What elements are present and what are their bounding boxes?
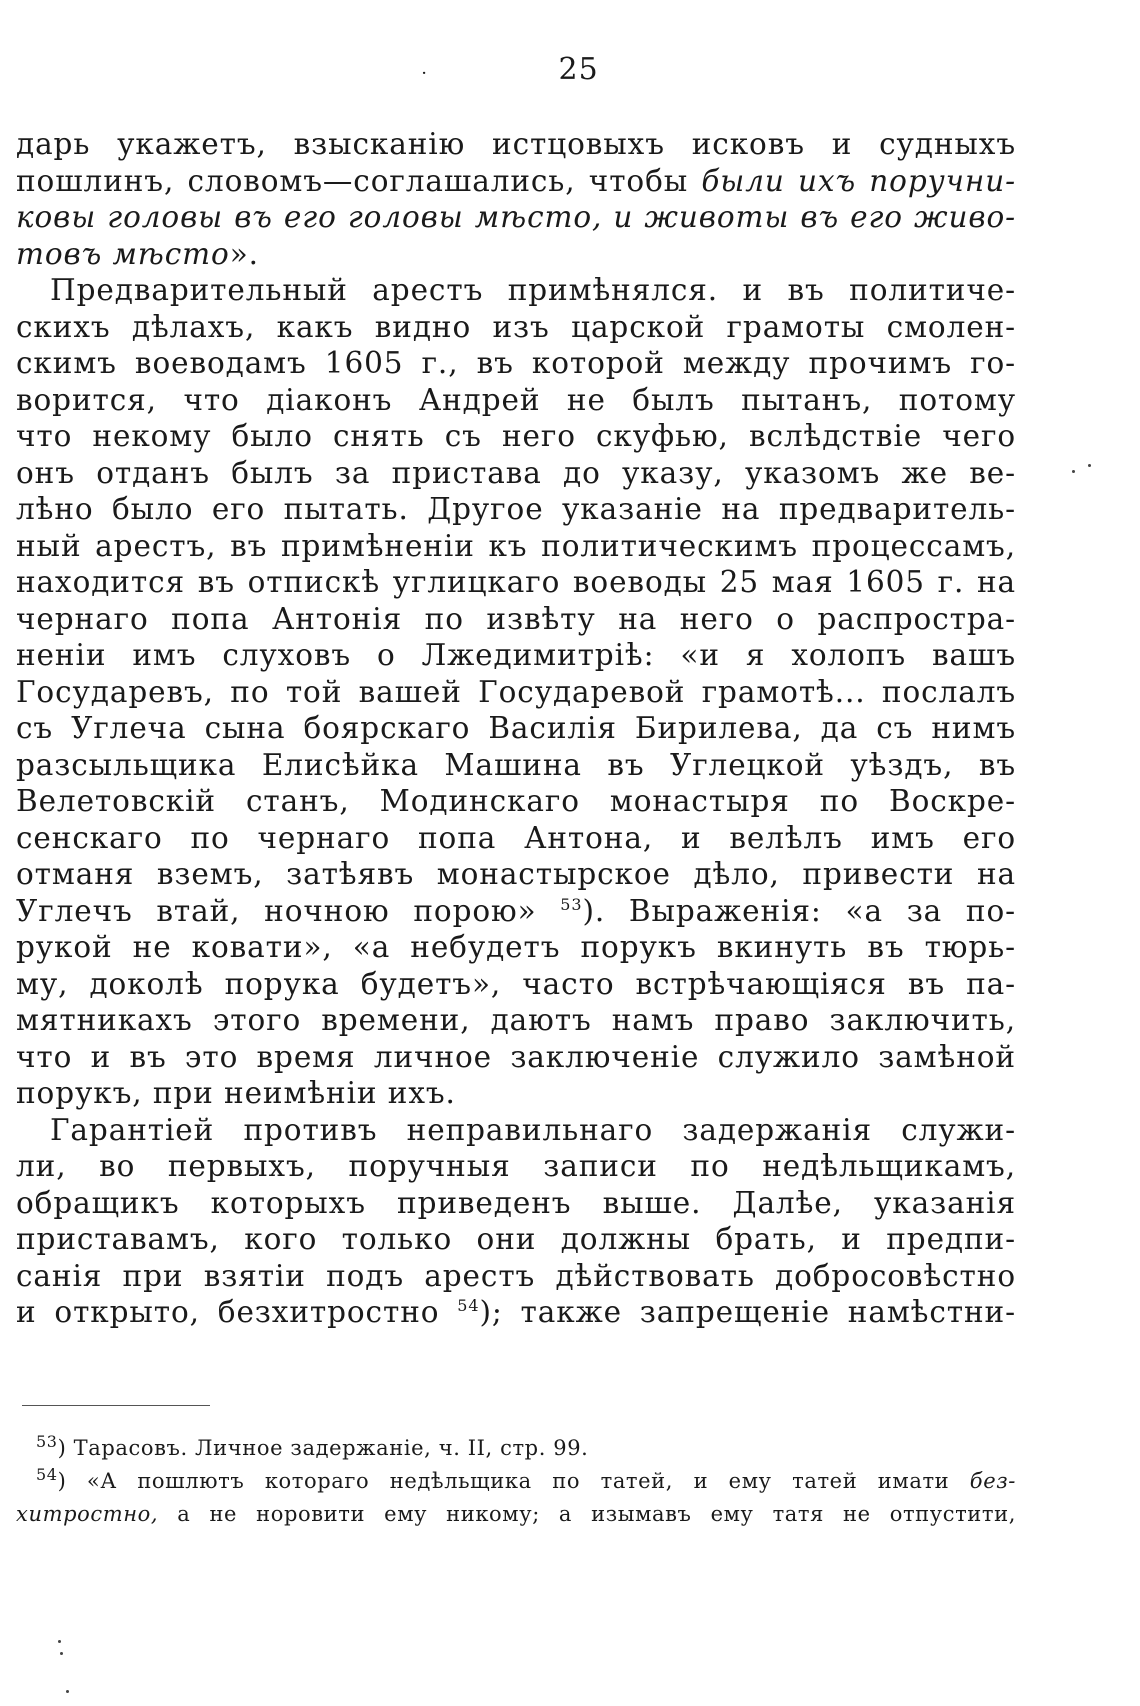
text-line: му, доколѣ порука будетъ», часто встрѣчающіяся въ па- — [16, 966, 1016, 1001]
footnote-54: $^{54}$) «А пошлютъ котораго недѣльщика по татей, и ему татей имати без- — [36, 1465, 1016, 1493]
footnote-ref-54[interactable]: 54 — [457, 1296, 480, 1316]
text-line: чернаго попа Антонія по извѣту на него о распростра- — [16, 601, 1016, 636]
text-line: лѣно было его пытать. Другое указаніе на предваритель- — [16, 492, 1016, 526]
text-line: неніи имъ слуховъ о Лжедимитріѣ: «и я холопъ вашъ — [16, 638, 1016, 672]
text-line: обращикъ которыхъ приведенъ выше. Далѣе, указанія — [16, 1185, 1016, 1220]
body-text — [16, 126, 1016, 1331]
scan-speck — [58, 1640, 61, 1643]
footnote-53: $^{53}$) Тарасовъ. Личное задержаніе, ч. II, стр. 99. — [36, 1432, 589, 1460]
footnote-marker: 54 — [36, 1465, 58, 1484]
page-number — [0, 52, 1140, 87]
footnotes — [16, 1432, 1016, 1531]
text-line: пошлинъ, словомъ—соглашались, чтобы были ихъ поручни- — [16, 163, 1016, 198]
text-line: отманя вземъ, затѣявъ монастырское дѣло, привести на — [16, 857, 1016, 891]
text-line: Углечъ втай, ночною порою» $^{53}$). Выраженія: «а за по- — [16, 893, 1016, 928]
page-number-value: 25 — [558, 52, 599, 87]
text-line: и открыто, безхитростно $^{54}$); также запрещеніе намѣстни- — [16, 1295, 1016, 1329]
footnote-separator — [22, 1405, 210, 1406]
text-line: санія при взятіи подъ арестъ дѣйствовать добросовѣстно — [16, 1258, 1016, 1293]
text-line: скихъ дѣлахъ, какъ видно изъ царской грамоты смолен- — [16, 309, 1016, 344]
italic-quote: были ихъ поручни- — [701, 163, 1016, 198]
text-line: разсыльщика Елисѣйка Машина въ Углецкой уѣздъ, въ — [16, 747, 1016, 782]
text-line: мятникахъ этого времени, даютъ намъ право заключить, — [16, 1003, 1016, 1037]
scan-speck — [66, 1690, 69, 1693]
text-line: онъ отданъ былъ за пристава до указу, указомъ же ве- — [16, 455, 1016, 490]
text-line-italic: ковы головы въ его головы мѣсто, и животы въ его живо- — [16, 200, 1016, 234]
text-line: приставамъ, кого только они должны брать, и предпи- — [16, 1222, 1016, 1256]
text-line: рукой не ковати», «а небудетъ порукъ вкинуть въ тюрь- — [16, 930, 1016, 964]
text-line: сенскаго по чернаго попа Антона, и велѣлъ имъ его — [16, 820, 1016, 855]
scan-speck — [1072, 470, 1075, 473]
paragraph-start: Гарантіей противъ неправильнаго задержанія служи- — [50, 1112, 1016, 1147]
text-line: скимъ воеводамъ 1605 г., въ которой между прочимъ го- — [16, 346, 1016, 380]
text-line: дарь укажетъ, взысканію истцовыхъ исковъ и судныхъ — [16, 127, 1016, 161]
text-line: съ Углеча сына боярскаго Василія Бирилева, да съ нимъ — [16, 711, 1016, 745]
scan-speck — [60, 1652, 63, 1655]
footnote-marker: 53 — [36, 1432, 58, 1451]
scan-speck — [1088, 464, 1091, 467]
top-mark: · — [421, 63, 428, 84]
text-line: товъ мѣсто». — [16, 236, 259, 271]
text-line: что и въ это время личное заключеніе служило замѣной — [16, 1039, 1016, 1074]
text-line: ворится, что діаконъ Андрей не былъ пытанъ, потому — [16, 382, 1016, 417]
paragraph-start: Предварительный арестъ примѣнялся. и въ политиче- — [50, 273, 1016, 307]
text-line: Велетовскій станъ, Модинскаго монастыря по Воскре- — [16, 784, 1016, 818]
paragraph-end: порукъ, при неимѣніи ихъ. — [16, 1076, 456, 1110]
footnote-ref-53[interactable]: 53 — [560, 894, 583, 914]
text-line: находится въ отпискѣ углицкаго воеводы 25 мая 1605 г. на — [16, 565, 1016, 599]
text-line: ли, во первыхъ, поручныя записи по недѣльщикамъ, — [16, 1149, 1016, 1183]
text-line: что некому было снять съ него скуфью, вслѣдствіе чего — [16, 419, 1016, 453]
footnote-54-continued: хитростно, а не норовити ему никому; а изымавъ ему татя не отпустити, — [16, 1502, 1016, 1526]
text-line: ный арестъ, въ примѣненіи къ политическимъ процессамъ, — [16, 528, 1016, 563]
text-line: Государевъ, по той вашей Государевой грамотѣ... послалъ — [16, 674, 1016, 709]
